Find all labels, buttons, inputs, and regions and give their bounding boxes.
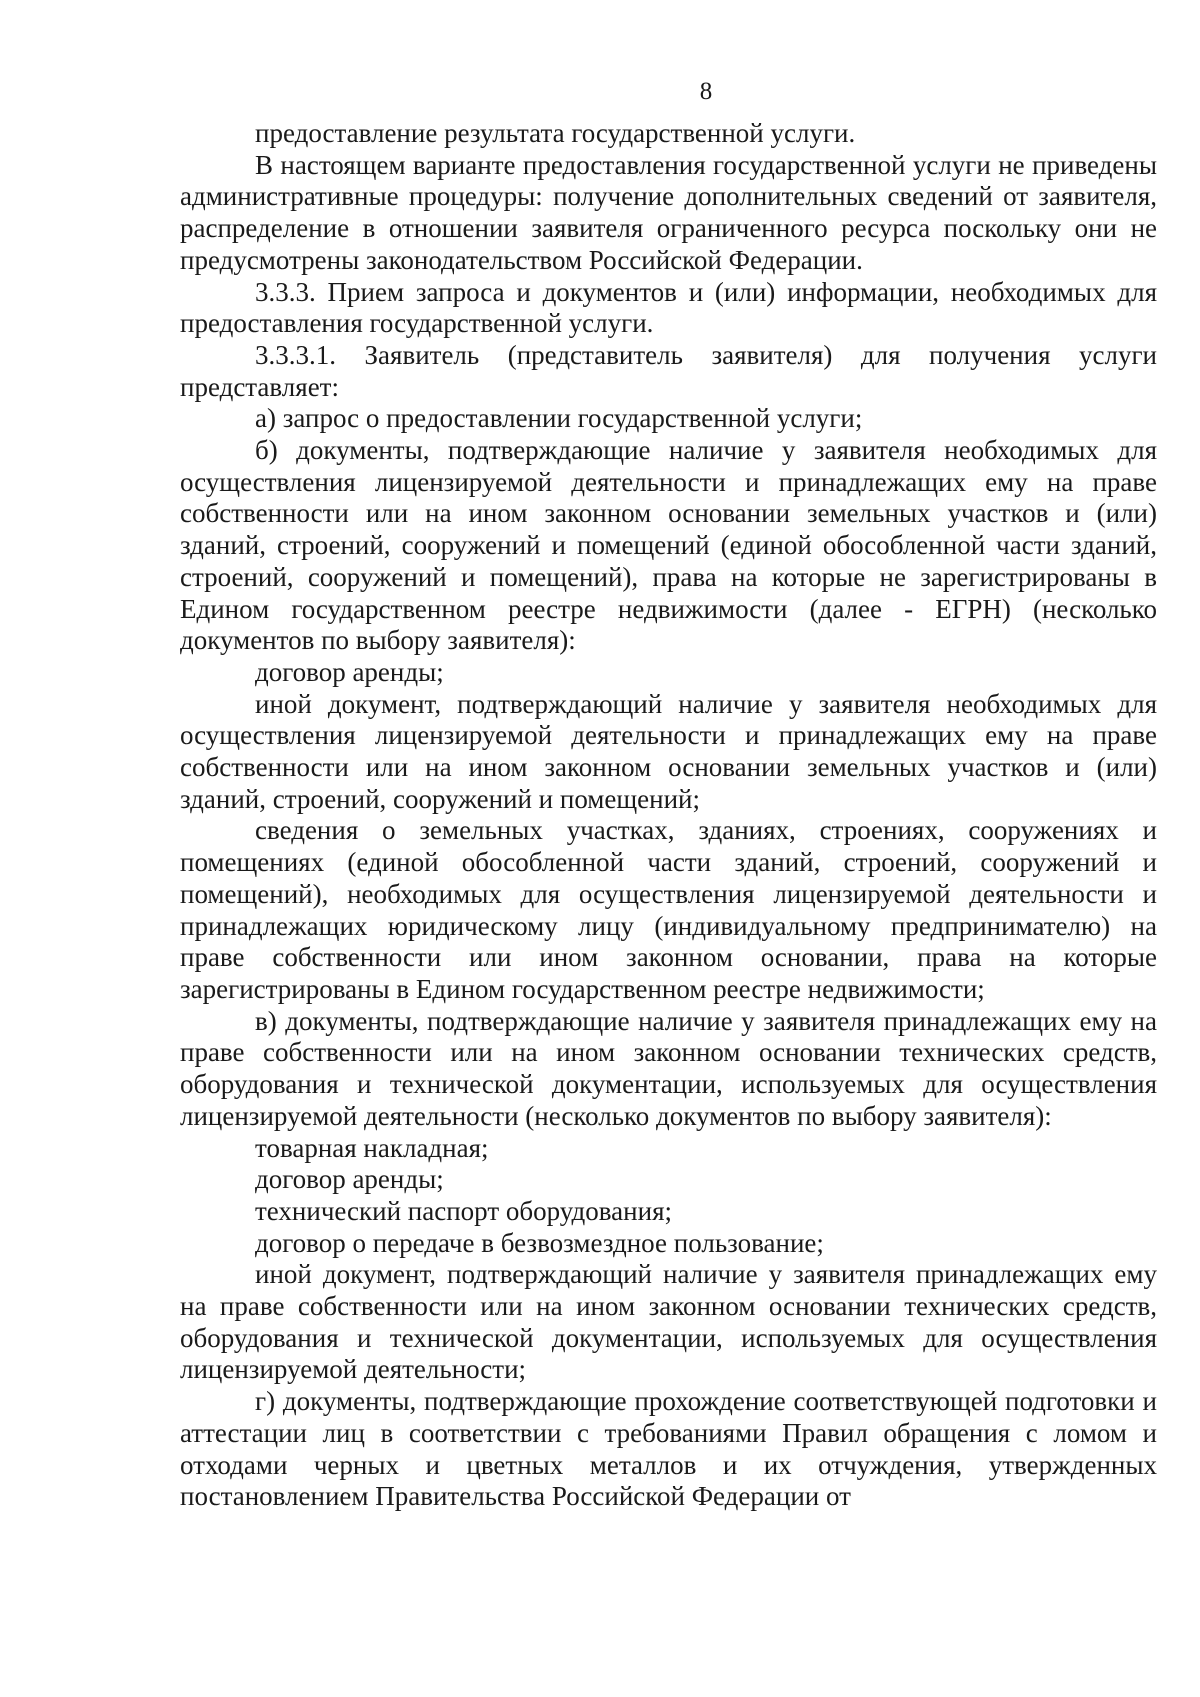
- page-number: 8: [699, 78, 713, 105]
- paragraph: договор аренды;: [255, 1164, 444, 1195]
- paragraph: В настоящем варианте предоставления государственной услуги не приведены административные процедуры: получение дополнительных сведений от заявителя, распределение в отношении заявителя ограниченного ресурса поскольку они не предусмотрены законодательством Российской Федерации.: [180, 149, 1157, 275]
- paragraph: сведения о земельных участках, зданиях, строениях, сооружениях и помещениях (единой обособленной части зданий, строений, сооружений и помещений), необходимых для осуществления лицензируемой деятельности и принадлежащих юридическому лицу (индивидуальному предпринимателю) на праве собственности или ином законном основании, права на которые зарегистрированы в Едином государственном реестре недвижимости;: [180, 815, 1157, 1004]
- paragraph: технический паспорт оборудования;: [255, 1195, 672, 1226]
- paragraph: а) запрос о предоставлении государственной услуги;: [255, 403, 863, 434]
- paragraph: 3.3.3. Прием запроса и документов и (или) информации, необходимых для предоставления государственной услуги.: [180, 276, 1157, 339]
- paragraph: б) документы, подтверждающие наличие у заявителя необходимых для осуществления лицензируемой деятельности и принадлежащих ему на праве собственности или на ином законном основании земельных участков и (или) зданий, строений, сооружений и помещений (единой обособленной части зданий, строений, сооружений и помещений), права на которые не зарегистрированы в Едином государственном реестре недвижимости (далее - ЕГРН) (несколько документов по выбору заявителя):: [180, 435, 1157, 656]
- document-body: [180, 118, 1157, 1513]
- paragraph: иной документ, подтверждающий наличие у заявителя необходимых для осуществления лицензируемой деятельности и принадлежащих ему на праве собственности или на ином законном основании земельных участков и (или) зданий, строений, сооружений и помещений;: [180, 688, 1157, 814]
- paragraph: в) документы, подтверждающие наличие у заявителя принадлежащих ему на праве собственности или на ином законном основании технических средств, оборудования и технической документации, используемых для осуществления лицензируемой деятельности (несколько документов по выбору заявителя):: [180, 1005, 1157, 1131]
- paragraph: 3.3.3.1. Заявитель (представитель заявителя) для получения услуги представляет:: [180, 339, 1157, 402]
- paragraph: иной документ, подтверждающий наличие у заявителя принадлежащих ему на праве собственности или на ином законном основании технических средств, оборудования и технической документации, используемых для осуществления лицензируемой деятельности;: [180, 1259, 1157, 1385]
- paragraph: договор о передаче в безвозмездное пользование;: [255, 1227, 824, 1258]
- paragraph: договор аренды;: [255, 656, 444, 687]
- paragraph: г) документы, подтверждающие прохождение соответствующей подготовки и аттестации лиц в соответствии с требованиями Правил обращения с ломом и отходами черных и цветных металлов и их отчуждения, утвержденных постановлением Правительства Российской Федерации от: [180, 1386, 1157, 1512]
- paragraph: товарная накладная;: [255, 1132, 489, 1163]
- paragraph: предоставление результата государственной услуги.: [255, 118, 856, 148]
